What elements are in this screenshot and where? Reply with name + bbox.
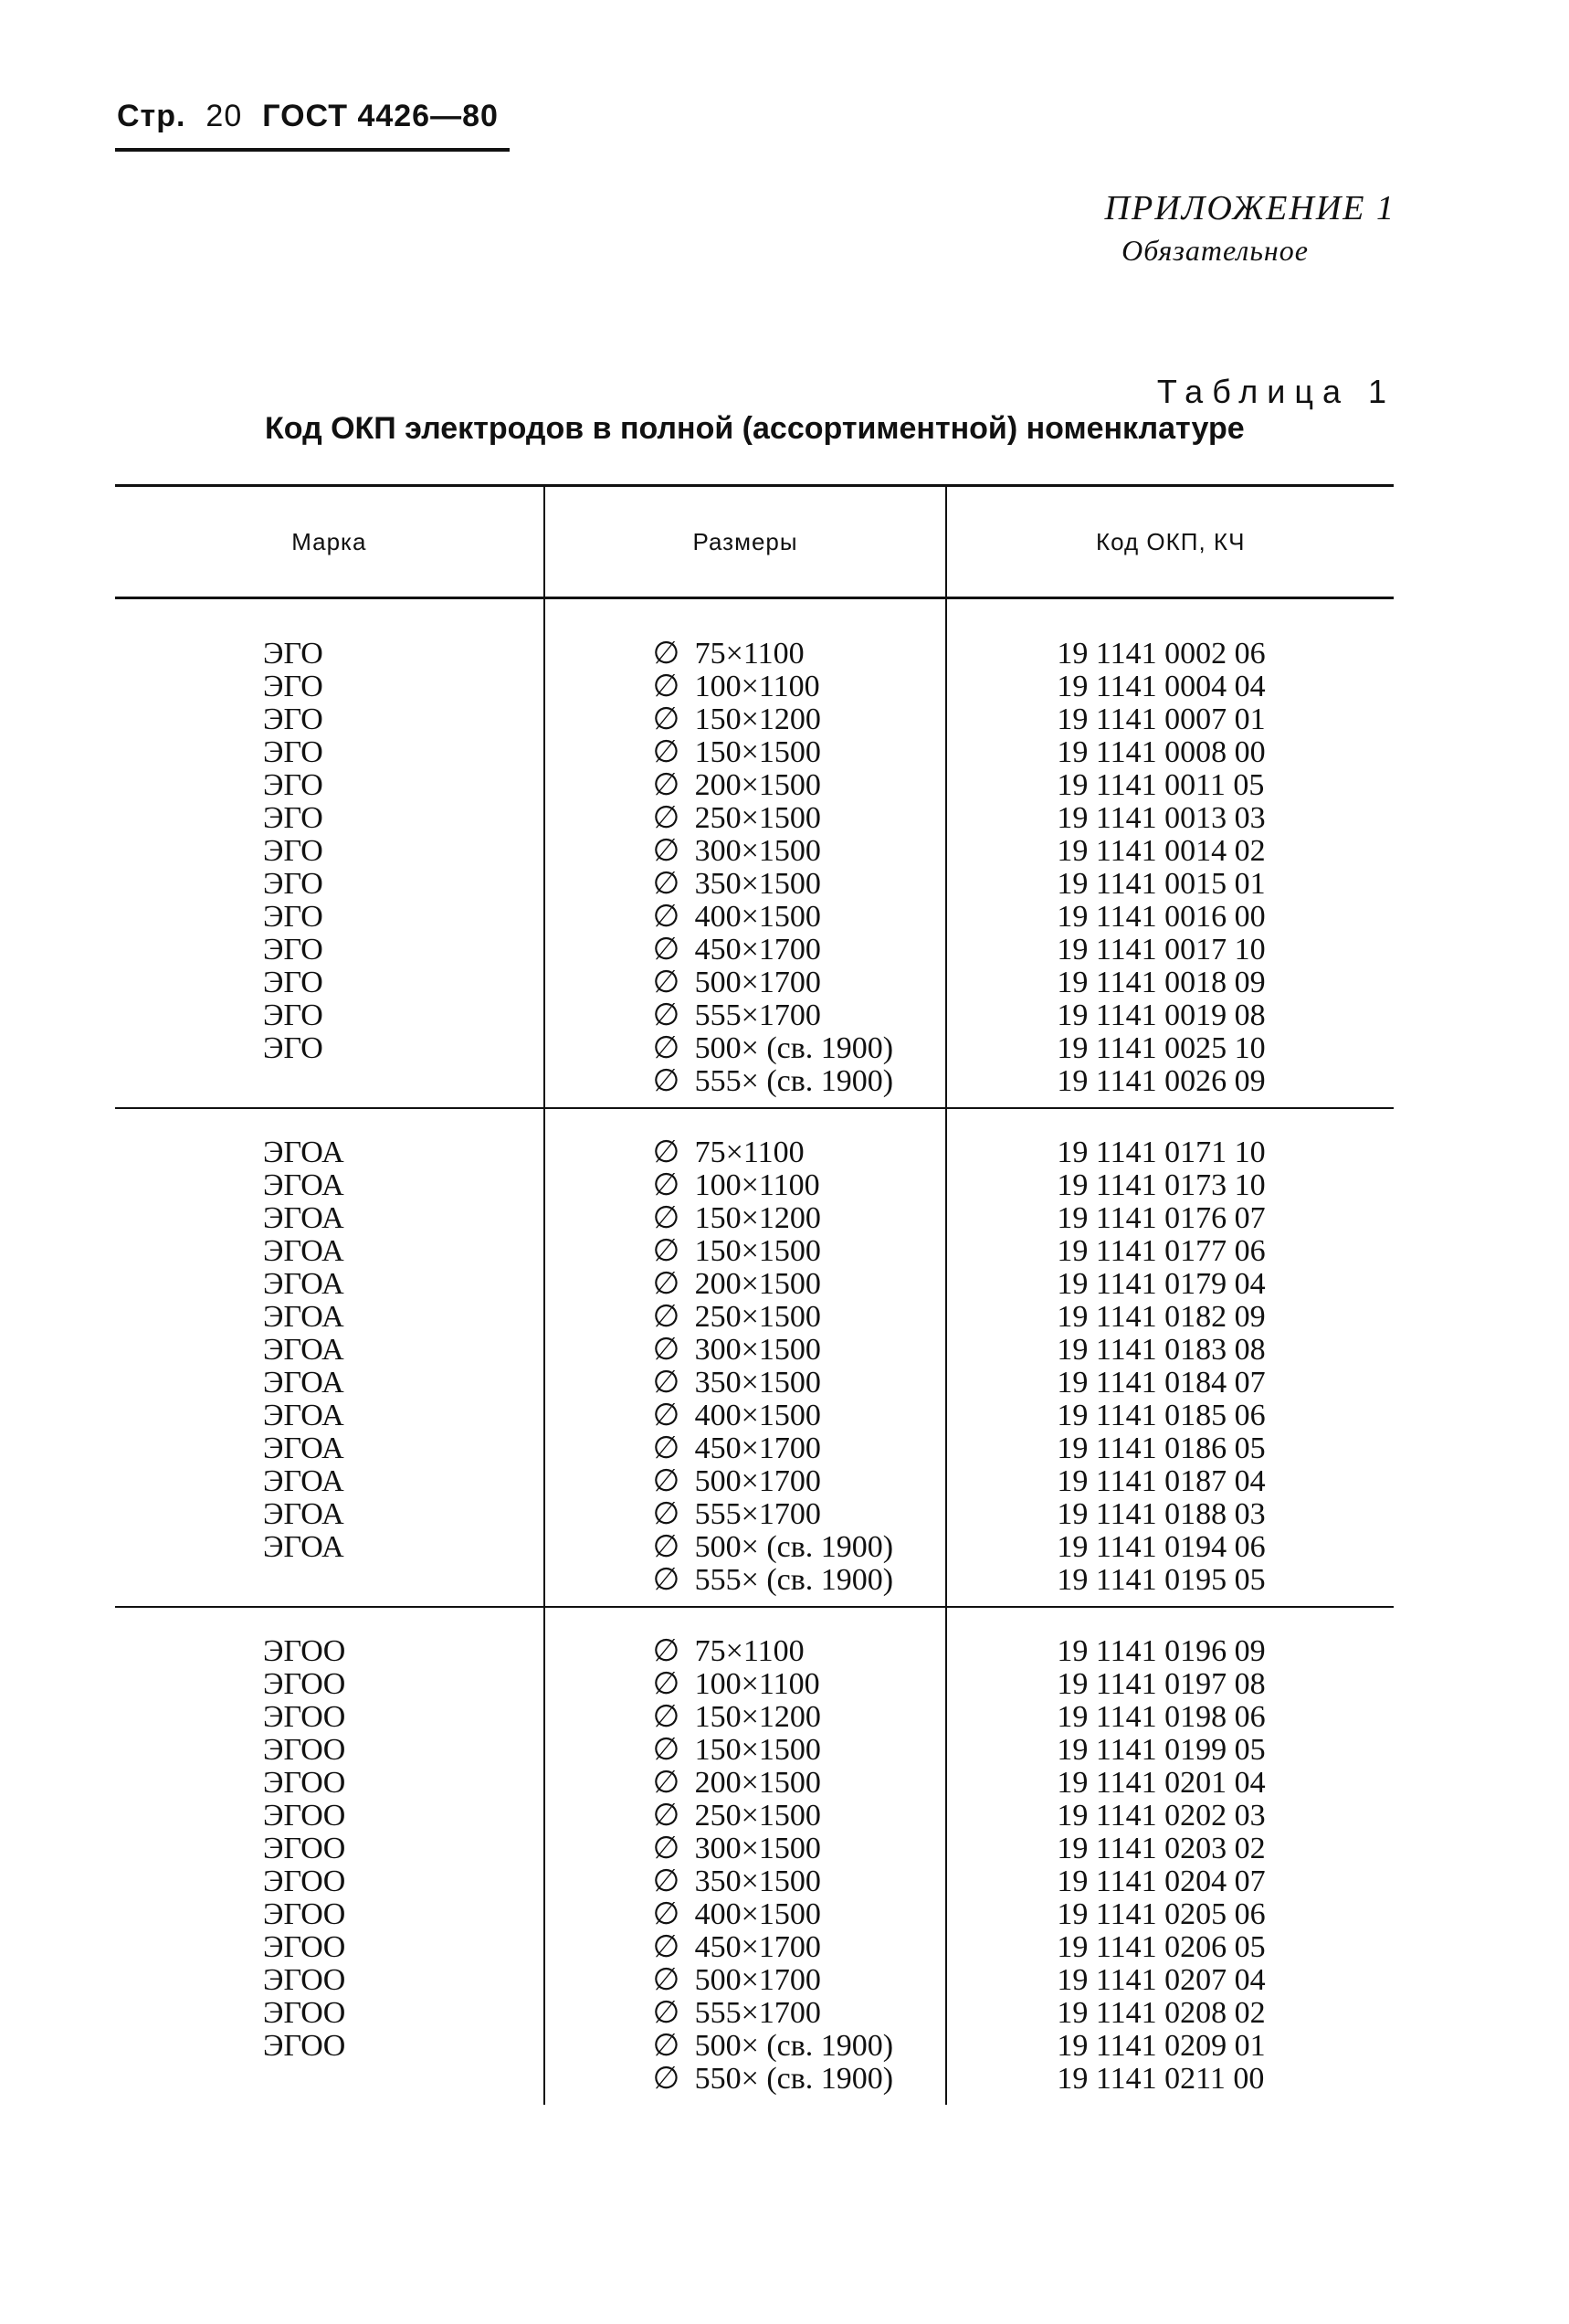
diameter-symbol: ∅ [652,1497,680,1531]
brand-cell: ЭГОО [263,1864,346,1898]
diameter-symbol: ∅ [652,1399,680,1432]
brand-cell: ЭГО [263,637,323,671]
brand-cell: ЭГО [263,966,323,999]
code-cell: 19 1141 0195 05 [1057,1563,1266,1597]
size-cell [545,999,946,1032]
code-cell: 19 1141 0208 02 [1057,1996,1266,2030]
size-cell [545,638,946,671]
code-cell: 19 1141 0207 04 [1057,1963,1266,1997]
table-group [115,599,1394,1109]
brand-cell: ЭГОА [263,1464,344,1498]
size-value: 200×1500 [694,768,821,802]
size-cell [545,1136,946,1169]
diameter-symbol: ∅ [652,1031,680,1065]
diameter-symbol: ∅ [652,1168,680,1202]
brand-cell: ЭГОО [263,1897,346,1931]
code-cell: 19 1141 0204 07 [1057,1864,1266,1898]
code-cell: 19 1141 0019 08 [1057,998,1266,1032]
size-value: 550× (св. 1900) [694,2062,894,2096]
size-cell [545,769,946,802]
diameter-symbol: ∅ [652,670,680,703]
size-value: 200×1500 [694,1766,821,1800]
size-value: 300×1500 [694,1832,821,1865]
brand-cell: ЭГОО [263,1832,346,1865]
size-cell [545,1367,946,1400]
size-cell [545,1668,946,1701]
code-column [945,1608,1394,2105]
code-cell: 19 1141 0173 10 [1057,1168,1266,1202]
size-cell [545,1268,946,1301]
size-value: 75×1100 [694,637,805,671]
brand-cell: ЭГОА [263,1366,344,1400]
brand-cell: ЭГОО [263,1930,346,1964]
brand-cell: ЭГО [263,768,323,802]
code-cell: 19 1141 0026 09 [1057,1064,1266,1098]
code-cell: 19 1141 0013 03 [1057,801,1266,835]
brand-cell: ЭГОО [263,1766,346,1800]
code-cell: 19 1141 0171 10 [1057,1136,1266,1169]
table-body [115,599,1394,2105]
page-header [117,99,519,134]
code-cell: 19 1141 0177 06 [1057,1234,1266,1268]
size-value: 250×1500 [694,1799,821,1833]
code-cell: 19 1141 0205 06 [1057,1897,1266,1931]
code-cell: 19 1141 0011 05 [1057,768,1265,802]
brand-cell: ЭГО [263,702,323,736]
brand-cell: ЭГОО [263,1996,346,2030]
diameter-symbol: ∅ [652,637,680,671]
size-value: 350×1500 [694,1864,821,1898]
size-value: 100×1100 [694,1168,820,1202]
size-value: 150×1500 [694,1234,821,1268]
diameter-symbol: ∅ [652,1634,680,1668]
size-cell [545,1235,946,1268]
code-cell: 19 1141 0004 04 [1057,670,1266,703]
size-value: 450×1700 [694,1431,821,1465]
brand-cell: ЭГОО [263,1700,346,1734]
diameter-symbol: ∅ [652,2062,680,2096]
code-cell: 19 1141 0017 10 [1057,933,1266,967]
size-cell [545,1202,946,1235]
diameter-symbol: ∅ [652,1464,680,1498]
code-column [945,599,1394,1107]
code-cell: 19 1141 0014 02 [1057,834,1266,868]
table-caption: Код ОКП электродов в полной (ассортиментной) номенклатуре [265,411,1245,446]
table-group [115,1608,1394,2105]
diameter-symbol: ∅ [652,1234,680,1268]
size-cell [545,2063,946,2096]
size-value: 555×1700 [694,1996,821,2030]
diameter-symbol: ∅ [652,735,680,769]
size-cell [545,1301,946,1334]
size-cell [545,1898,946,1931]
brand-cell: ЭГОА [263,1333,344,1367]
size-value: 150×1200 [694,1201,821,1235]
table-header [115,487,1394,599]
brand-cell: ЭГОА [263,1267,344,1301]
size-cell [545,1701,946,1734]
code-cell: 19 1141 0176 07 [1057,1201,1266,1235]
size-value: 555× (св. 1900) [694,1064,894,1098]
diameter-symbol: ∅ [652,933,680,967]
size-cell [545,1169,946,1202]
brand-cell: ЭГО [263,900,323,934]
code-cell: 19 1141 0185 06 [1057,1399,1266,1432]
column-header-brand: Марка [291,527,367,555]
diameter-symbol: ∅ [652,1563,680,1597]
diameter-symbol: ∅ [652,1700,680,1734]
size-value: 350×1500 [694,1366,821,1400]
brand-cell: ЭГОА [263,1300,344,1334]
sizes-column [543,1109,946,1606]
brand-column [115,599,543,1107]
size-value: 500×1700 [694,1464,821,1498]
brand-column [115,1608,543,2105]
brand-cell: ЭГОА [263,1234,344,1268]
page-number: 20 [205,99,243,133]
diameter-symbol: ∅ [652,1530,680,1564]
size-value: 150×1500 [694,1733,821,1767]
diameter-symbol: ∅ [652,1300,680,1334]
size-value: 100×1100 [694,670,820,703]
size-value: 400×1500 [694,1399,821,1432]
brand-cell: ЭГО [263,998,323,1032]
brand-cell: ЭГОА [263,1530,344,1564]
diameter-symbol: ∅ [652,2029,680,2063]
brand-cell: ЭГО [263,735,323,769]
size-cell [545,901,946,934]
code-cell: 19 1141 0015 01 [1057,867,1266,901]
brand-column [115,1109,543,1606]
brand-cell: ЭГОО [263,1963,346,1997]
code-cell: 19 1141 0187 04 [1057,1464,1266,1498]
diameter-symbol: ∅ [652,768,680,802]
size-value: 300×1500 [694,834,821,868]
diameter-symbol: ∅ [652,1201,680,1235]
size-cell [545,1432,946,1465]
size-cell [545,1400,946,1432]
size-value: 500× (св. 1900) [694,1031,894,1065]
table-group [115,1109,1394,1608]
size-value: 75×1100 [694,1634,805,1668]
size-value: 350×1500 [694,867,821,901]
diameter-symbol: ∅ [652,966,680,999]
code-cell: 19 1141 0206 05 [1057,1930,1266,1964]
column-header-sizes: Размеры [543,487,946,597]
sizes-column [543,1608,946,2105]
size-cell [545,1997,946,2030]
code-cell: 19 1141 0202 03 [1057,1799,1266,1833]
code-cell: 19 1141 0209 01 [1057,2029,1266,2063]
code-cell: 19 1141 0188 03 [1057,1497,1266,1531]
size-cell [545,1931,946,1964]
size-value: 150×1200 [694,1700,821,1734]
size-value: 555× (св. 1900) [694,1563,894,1597]
code-cell: 19 1141 0182 09 [1057,1300,1266,1334]
diameter-symbol: ∅ [652,1333,680,1367]
size-value: 555×1700 [694,1497,821,1531]
brand-cell: ЭГОА [263,1168,344,1202]
size-value: 100×1100 [694,1667,820,1701]
size-value: 250×1500 [694,1300,821,1334]
size-cell [545,1833,946,1865]
diameter-symbol: ∅ [652,1766,680,1800]
diameter-symbol: ∅ [652,867,680,901]
brand-cell: ЭГО [263,867,323,901]
diameter-symbol: ∅ [652,1864,680,1898]
size-value: 150×1500 [694,735,821,769]
size-cell [545,934,946,967]
brand-cell: ЭГОО [263,1733,346,1767]
brand-cell: ЭГО [263,933,323,967]
code-cell: 19 1141 0016 00 [1057,900,1266,934]
code-cell: 19 1141 0007 01 [1057,702,1266,736]
size-value: 400×1500 [694,1897,821,1931]
code-cell: 19 1141 0184 07 [1057,1366,1266,1400]
size-cell [545,736,946,769]
code-cell: 19 1141 0196 09 [1057,1634,1266,1668]
diameter-symbol: ∅ [652,1897,680,1931]
diameter-symbol: ∅ [652,834,680,868]
size-cell [545,1065,946,1098]
code-cell: 19 1141 0183 08 [1057,1333,1266,1367]
diameter-symbol: ∅ [652,1136,680,1169]
brand-cell: ЭГО [263,670,323,703]
diameter-symbol: ∅ [652,1667,680,1701]
brand-cell: ЭГОО [263,1799,346,1833]
size-value: 555×1700 [694,998,821,1032]
brand-cell: ЭГОА [263,1399,344,1432]
size-value: 250×1500 [694,801,821,835]
standard-code: ГОСТ 4426—80 [262,99,499,133]
size-value: 75×1100 [694,1136,805,1169]
code-column [945,1109,1394,1606]
code-cell: 19 1141 0025 10 [1057,1031,1266,1065]
size-cell [545,1964,946,1997]
size-cell [545,835,946,868]
code-cell: 19 1141 0199 05 [1057,1733,1266,1767]
brand-cell: ЭГОА [263,1431,344,1465]
code-cell: 19 1141 0198 06 [1057,1700,1266,1734]
size-cell [545,1032,946,1065]
size-cell [545,967,946,999]
sizes-column [543,599,946,1107]
brand-cell: ЭГОО [263,2029,346,2063]
size-cell [545,1800,946,1833]
diameter-symbol: ∅ [652,1963,680,1997]
appendix-title: ПРИЛОЖЕНИЕ 1 [1104,189,1395,227]
diameter-symbol: ∅ [652,1930,680,1964]
size-value: 450×1700 [694,1930,821,1964]
column-header-code: Код ОКП, КЧ [945,487,1394,597]
brand-cell: ЭГОА [263,1201,344,1235]
size-cell [545,1531,946,1564]
size-cell [545,2030,946,2063]
size-value: 500× (св. 1900) [694,1530,894,1564]
size-cell [545,1465,946,1498]
size-value: 500×1700 [694,966,821,999]
code-cell: 19 1141 0002 06 [1057,637,1266,671]
header-rule [115,148,510,152]
code-cell: 19 1141 0179 04 [1057,1267,1266,1301]
size-cell [545,1767,946,1800]
size-cell [545,1564,946,1597]
brand-cell: ЭГОО [263,1667,346,1701]
diameter-symbol: ∅ [652,900,680,934]
diameter-symbol: ∅ [652,1267,680,1301]
code-cell: 19 1141 0201 04 [1057,1766,1266,1800]
size-cell [545,671,946,703]
brand-cell: ЭГО [263,1031,323,1065]
code-cell: 19 1141 0194 06 [1057,1530,1266,1564]
diameter-symbol: ∅ [652,1064,680,1098]
size-cell [545,1734,946,1767]
page-label: Стр. [117,99,186,133]
size-cell [545,703,946,736]
diameter-symbol: ∅ [652,1832,680,1865]
size-value: 300×1500 [694,1333,821,1367]
code-cell: 19 1141 0008 00 [1057,735,1266,769]
diameter-symbol: ∅ [652,1733,680,1767]
size-value: 150×1200 [694,702,821,736]
code-cell: 19 1141 0211 00 [1057,2062,1265,2096]
size-value: 200×1500 [694,1267,821,1301]
brand-cell: ЭГО [263,801,323,835]
size-value: 450×1700 [694,933,821,967]
size-value: 500×1700 [694,1963,821,1997]
brand-cell: ЭГОА [263,1497,344,1531]
diameter-symbol: ∅ [652,1366,680,1400]
table-label: Таблица 1 [1156,373,1395,410]
brand-cell: ЭГОА [263,1136,344,1169]
code-cell: 19 1141 0018 09 [1057,966,1266,999]
appendix-subtitle: Обязательное [1121,234,1309,267]
diameter-symbol: ∅ [652,998,680,1032]
size-cell [545,1334,946,1367]
okp-code-table [115,484,1394,2105]
brand-cell: ЭГОО [263,1634,346,1668]
code-cell: 19 1141 0203 02 [1057,1832,1266,1865]
diameter-symbol: ∅ [652,1996,680,2030]
size-cell [545,1498,946,1531]
size-value: 500× (св. 1900) [694,2029,894,2063]
size-value: 400×1500 [694,900,821,934]
diameter-symbol: ∅ [652,1799,680,1833]
diameter-symbol: ∅ [652,702,680,736]
diameter-symbol: ∅ [652,801,680,835]
size-cell [545,1635,946,1668]
size-cell [545,802,946,835]
size-cell [545,868,946,901]
code-cell: 19 1141 0186 05 [1057,1431,1266,1465]
diameter-symbol: ∅ [652,1431,680,1465]
size-cell [545,1865,946,1898]
code-cell: 19 1141 0197 08 [1057,1667,1266,1701]
brand-cell: ЭГО [263,834,323,868]
